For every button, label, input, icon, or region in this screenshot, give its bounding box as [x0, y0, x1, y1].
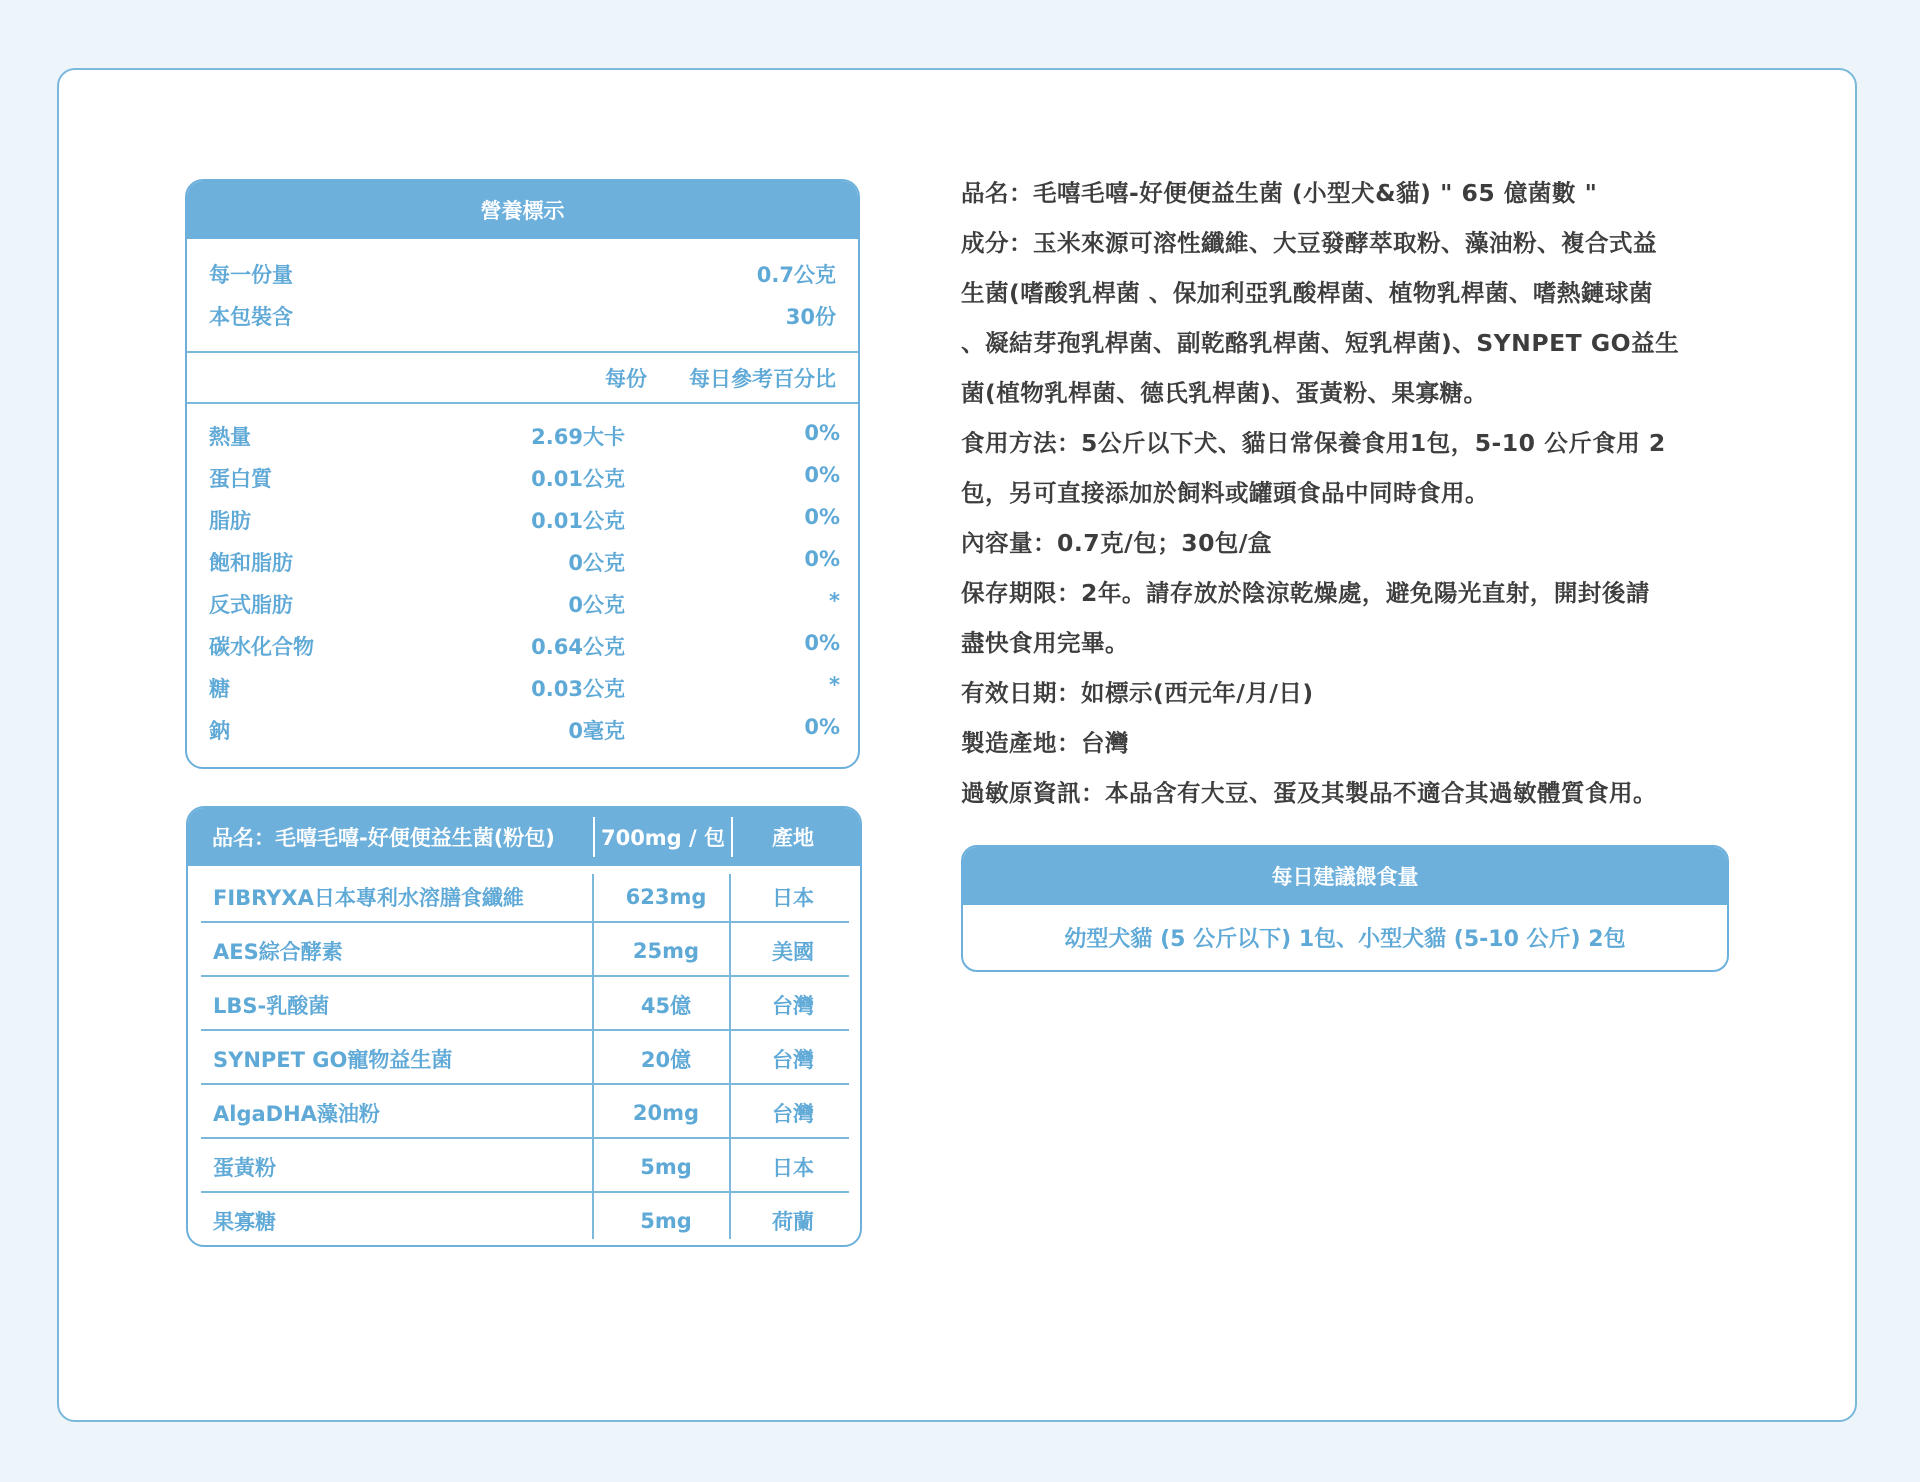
- ingredient-name: FIBRYXA日本專利水溶膳食纖維: [213, 886, 524, 910]
- info-line: 過敏原資訊：本品含有大豆、蛋及其製品不適合其過敏體質食用。: [961, 779, 1657, 807]
- table-row: [201, 1032, 849, 1086]
- nutrient-row: [209, 547, 840, 577]
- nutrient-row: [209, 421, 840, 451]
- ingredient-name: 蛋黃粉: [213, 1156, 276, 1180]
- row-divider: [201, 1191, 849, 1193]
- header-amount: 700mg / 包: [600, 826, 726, 850]
- nutrient-daily-pct: 0%: [804, 463, 840, 487]
- info-line: 製造產地：台灣: [961, 729, 1129, 757]
- nutrient-row: [209, 673, 840, 703]
- ingredient-name: 果寡糖: [213, 1210, 276, 1234]
- info-line: 菌(植物乳桿菌、德氏乳桿菌)、蛋黃粉、果寡糖。: [961, 379, 1488, 407]
- info-line: 成分：玉米來源可溶性纖維、大豆發酵萃取粉、藻油粉、複合式益: [961, 229, 1657, 257]
- ingredient-amount: 5mg: [640, 1155, 692, 1179]
- ingredient-table: [186, 806, 862, 1247]
- nutrient-name: 碳水化合物: [209, 635, 314, 659]
- table-row: [201, 978, 849, 1032]
- nutrient-daily-pct: *: [829, 673, 840, 697]
- ingredient-origin: 台灣: [772, 1102, 814, 1126]
- ingredient-amount: 25mg: [632, 939, 700, 963]
- ingredient-name: SYNPET GO寵物益生菌: [213, 1048, 453, 1072]
- ingredient-name: AlgaDHA藻油粉: [213, 1102, 380, 1126]
- nutrient-per-serving: 0.01公克: [531, 467, 625, 491]
- row-divider: [201, 1083, 849, 1085]
- ingredient-origin: 日本: [772, 886, 814, 910]
- nutrient-row: [209, 715, 840, 745]
- daily-feeding-box: [961, 845, 1729, 972]
- info-line: 生菌(嗜酸乳桿菌 、保加利亞乳酸桿菌、植物乳桿菌、嗜熱鏈球菌: [961, 279, 1653, 307]
- package-label: 本包裝含: [209, 305, 293, 329]
- table-row: [201, 870, 849, 924]
- nutrient-row: [209, 589, 840, 619]
- divider: [187, 351, 858, 353]
- product-info: [961, 168, 1741, 818]
- nutrient-per-serving: 0.03公克: [531, 677, 625, 701]
- table-row: [201, 1194, 849, 1247]
- nutrient-per-serving: 0公克: [568, 593, 625, 617]
- nutrient-daily-pct: 0%: [804, 505, 840, 529]
- row-divider: [201, 975, 849, 977]
- ingredient-amount: 20億: [640, 1048, 692, 1072]
- nutrient-daily-pct: 0%: [804, 631, 840, 655]
- nutrient-row: [209, 463, 840, 493]
- nutrient-per-serving: 0公克: [568, 551, 625, 575]
- nutrient-daily-pct: 0%: [804, 715, 840, 739]
- nutrient-daily-pct: *: [829, 589, 840, 613]
- nutrient-name: 蛋白質: [209, 467, 272, 491]
- nutrient-per-serving: 0.01公克: [531, 509, 625, 533]
- header-product-name: 品名：毛嘻毛嘻-好便便益生菌(粉包): [212, 826, 555, 850]
- table-row: [201, 1140, 849, 1194]
- nutrient-per-serving: 2.69大卡: [531, 425, 625, 449]
- ingredient-amount: 5mg: [640, 1209, 692, 1233]
- col-daily-value: 每日參考百分比: [689, 367, 836, 391]
- daily-feeding-title: 每日建議餵食量: [963, 847, 1727, 905]
- column-header-row: [209, 363, 836, 393]
- nutrient-name: 飽和脂肪: [209, 551, 293, 575]
- ingredient-name: LBS-乳酸菌: [213, 994, 330, 1018]
- row-divider: [201, 1137, 849, 1139]
- row-divider: [201, 921, 849, 923]
- info-line: 內容量：0.7克/包；30包/盒: [961, 529, 1272, 557]
- ingredient-origin: 荷蘭: [772, 1210, 814, 1234]
- nutrition-title: 營養標示: [187, 181, 858, 239]
- nutrient-per-serving: 0毫克: [568, 719, 625, 743]
- col-per-serving: 每份: [605, 367, 647, 391]
- nutrient-row: [209, 505, 840, 535]
- info-line: 包，另可直接添加於飼料或罐頭食品中同時食用。: [961, 479, 1489, 507]
- ingredient-name: AES綜合酵素: [213, 940, 343, 964]
- nutrient-row: [209, 631, 840, 661]
- ingredient-origin: 台灣: [772, 1048, 814, 1072]
- nutrient-name: 熱量: [209, 425, 251, 449]
- table-row: [201, 1086, 849, 1140]
- info-line: 、凝結芽孢乳桿菌、副乾酪乳桿菌、短乳桿菌)、SYNPET GO益生: [961, 329, 1680, 357]
- nutrient-name: 反式脂肪: [209, 593, 293, 617]
- nutrient-daily-pct: 0%: [804, 547, 840, 571]
- ingredient-origin: 美國: [772, 940, 814, 964]
- info-line: 有效日期：如標示(西元年/月/日): [961, 679, 1314, 707]
- serving-value: 0.7公克: [756, 263, 836, 287]
- ingredient-amount: 623mg: [625, 885, 707, 909]
- serving-label: 每一份量: [209, 263, 293, 287]
- daily-feeding-text: 幼型犬貓 (5 公斤以下) 1包、小型犬貓 (5-10 公斤) 2包: [1064, 927, 1626, 952]
- package-value: 30份: [785, 305, 836, 329]
- nutrient-name: 鈉: [209, 719, 230, 743]
- nutrient-per-serving: 0.64公克: [531, 635, 625, 659]
- nutrient-name: 糖: [209, 677, 230, 701]
- table-row: [201, 924, 849, 978]
- serving-row: [209, 259, 836, 289]
- nutrition-label: [185, 179, 860, 769]
- ingredient-table-header: [188, 808, 860, 866]
- nutrient-name: 脂肪: [209, 509, 251, 533]
- info-line: 保存期限：2年。請存放於陰涼乾燥處，避免陽光直射，開封後請: [961, 579, 1650, 607]
- divider: [187, 402, 858, 404]
- ingredient-origin: 日本: [772, 1156, 814, 1180]
- ingredient-amount: 20mg: [632, 1101, 700, 1125]
- nutrient-daily-pct: 0%: [804, 421, 840, 445]
- header-origin: 產地: [772, 826, 814, 850]
- info-line: 盡快食用完畢。: [961, 629, 1129, 657]
- row-divider: [201, 1029, 849, 1031]
- info-line: 食用方法：5公斤以下犬、貓日常保養食用1包，5-10 公斤食用 2: [961, 429, 1666, 457]
- ingredient-origin: 台灣: [772, 994, 814, 1018]
- package-row: [209, 301, 836, 331]
- info-line: 品名：毛嘻毛嘻-好便便益生菌 (小型犬&貓) " 65 億菌數 ": [961, 179, 1598, 207]
- ingredient-amount: 45億: [640, 994, 692, 1018]
